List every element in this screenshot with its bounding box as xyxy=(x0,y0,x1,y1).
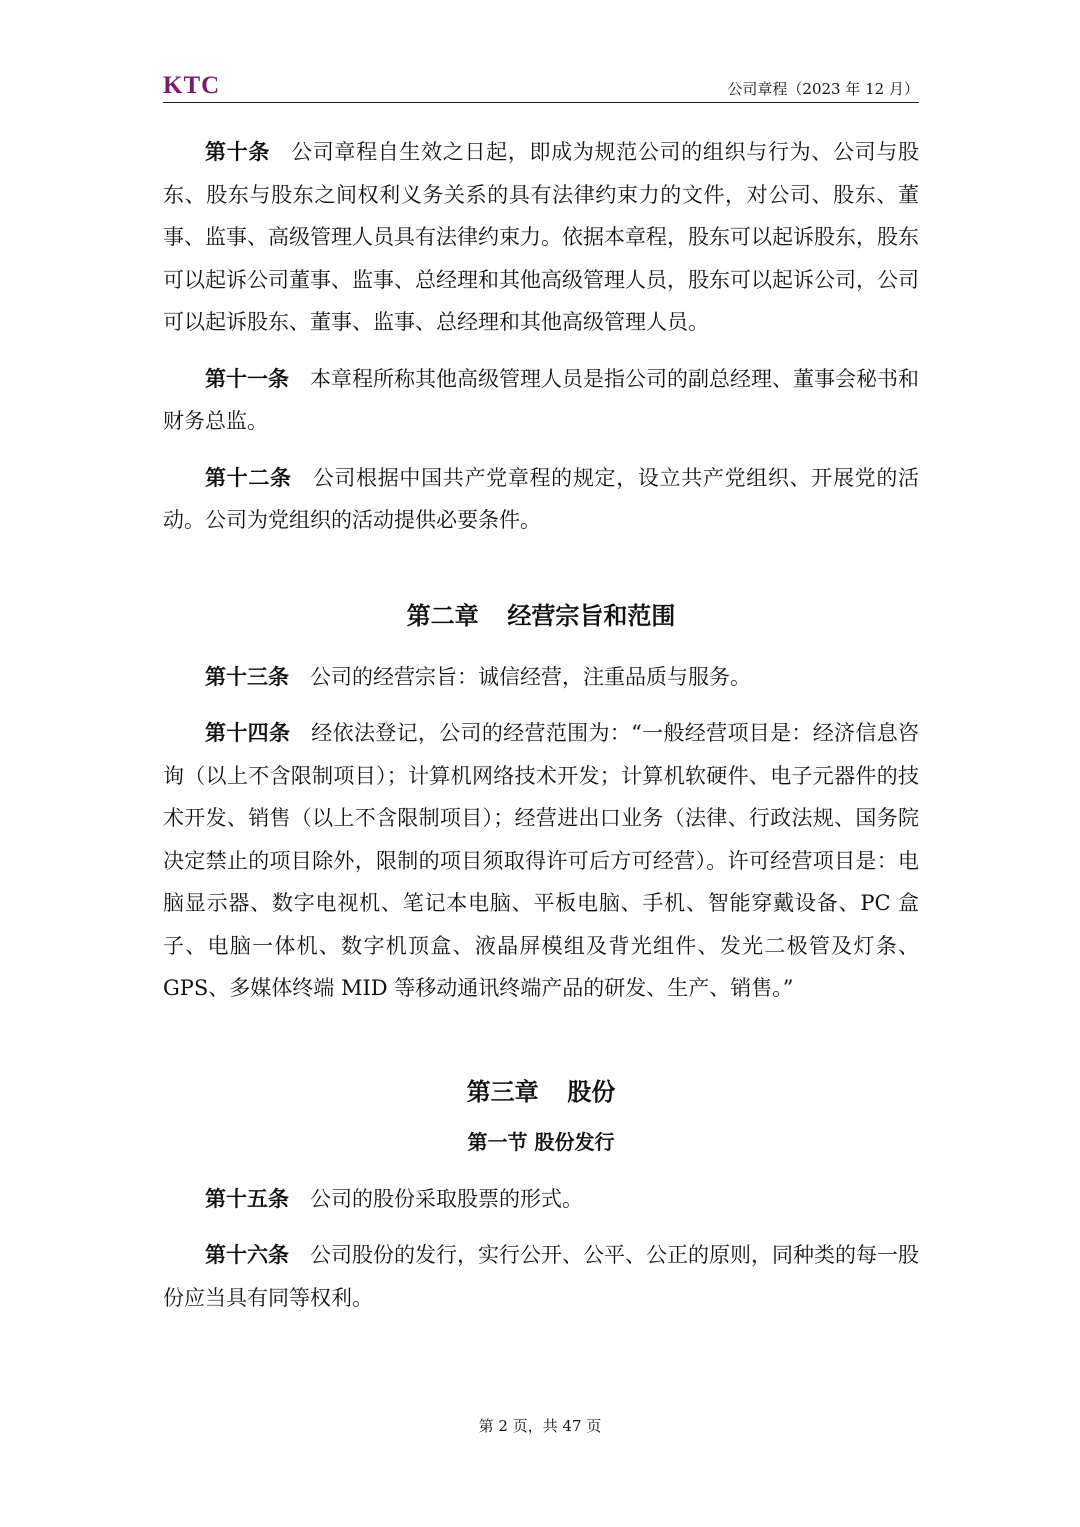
article-15 xyxy=(163,1178,919,1221)
article-text: 本章程所称其他高级管理人员是指公司的副总经理、董事会秘书和财务总监。 xyxy=(163,366,919,433)
chapter-2-heading xyxy=(163,596,919,636)
page-number-label: 第 2 页，共 47 页 xyxy=(478,1417,602,1435)
article-number: 第十二条 xyxy=(205,465,292,490)
article-text: 公司的经营宗旨：诚信经营，注重品质与服务。 xyxy=(310,664,751,689)
header-title: 公司章程（2023 年 12 月） xyxy=(727,80,919,98)
article-number: 第十五条 xyxy=(205,1186,289,1211)
document-body xyxy=(163,131,919,1333)
page-header xyxy=(163,70,919,103)
chapter-title: 经营宗旨和范围 xyxy=(507,601,676,630)
article-number: 第十四条 xyxy=(205,721,291,745)
article-text: 经依法登记，公司的经营范围为：“一般经营项目是：经济信息咨询（以上不含限制项目）；计算机网络技术开发；计算机软硬件、电子元器件的技术开发、销售（以上不含限制项目）；经营进出口业务（法律、行政法规、国务院决定禁止的项目除外，限制的项目须取得许可后方可经营）。许可经营项目是：电脑显示器、数字电视机、笔记本电脑、平板电脑、手机、智能穿戴设备、PC 盒子、电脑一体机、数字机顶盒、液晶屏模组及背光组件、发光二极管及灯条、GPS、多媒体终端 MID 等移动通讯终端产品的研发、生产、销售。” xyxy=(163,721,920,1000)
chapter-number: 第三章 xyxy=(466,1077,539,1106)
article-text: 公司的股份采取股票的形式。 xyxy=(310,1186,583,1211)
chapter-number: 第二章 xyxy=(406,601,479,630)
article-number: 第十三条 xyxy=(205,664,289,689)
article-text: 公司股份的发行，实行公开、公平、公正的原则，同种类的每一股份应当具有同等权利。 xyxy=(163,1243,919,1310)
ktc-logo: KTC xyxy=(163,72,221,99)
article-number: 第十六条 xyxy=(205,1243,289,1267)
article-text: 公司章程自生效之日起，即成为规范公司的组织与行为、公司与股东、股东与股东之间权利义务关系的具有法律约束力的文件，对公司、股东、董事、监事、高级管理人员具有法律约束力。依据本章程，股东可以起诉股东，股东可以起诉公司董事、监事、总经理和其他高级管理人员，股东可以起诉公司，公司可以起诉股东、董事、监事、总经理和其他高级管理人员。 xyxy=(163,140,920,334)
article-number: 第十条 xyxy=(205,140,271,164)
page-footer xyxy=(0,1415,1080,1436)
section-1-heading: 第一节 股份发行 xyxy=(467,1129,615,1154)
article-10 xyxy=(163,131,919,344)
article-13 xyxy=(163,656,919,699)
article-16 xyxy=(163,1234,919,1319)
article-12 xyxy=(163,457,919,542)
article-number: 第十一条 xyxy=(205,366,289,391)
article-11 xyxy=(163,358,919,443)
article-text: 公司根据中国共产党章程的规定，设立共产党组织、开展党的活动。公司为党组织的活动提供必要条件。 xyxy=(163,465,920,532)
chapter-title: 股份 xyxy=(567,1077,616,1106)
chapter-3-heading xyxy=(163,1072,919,1112)
article-14 xyxy=(163,712,919,1010)
